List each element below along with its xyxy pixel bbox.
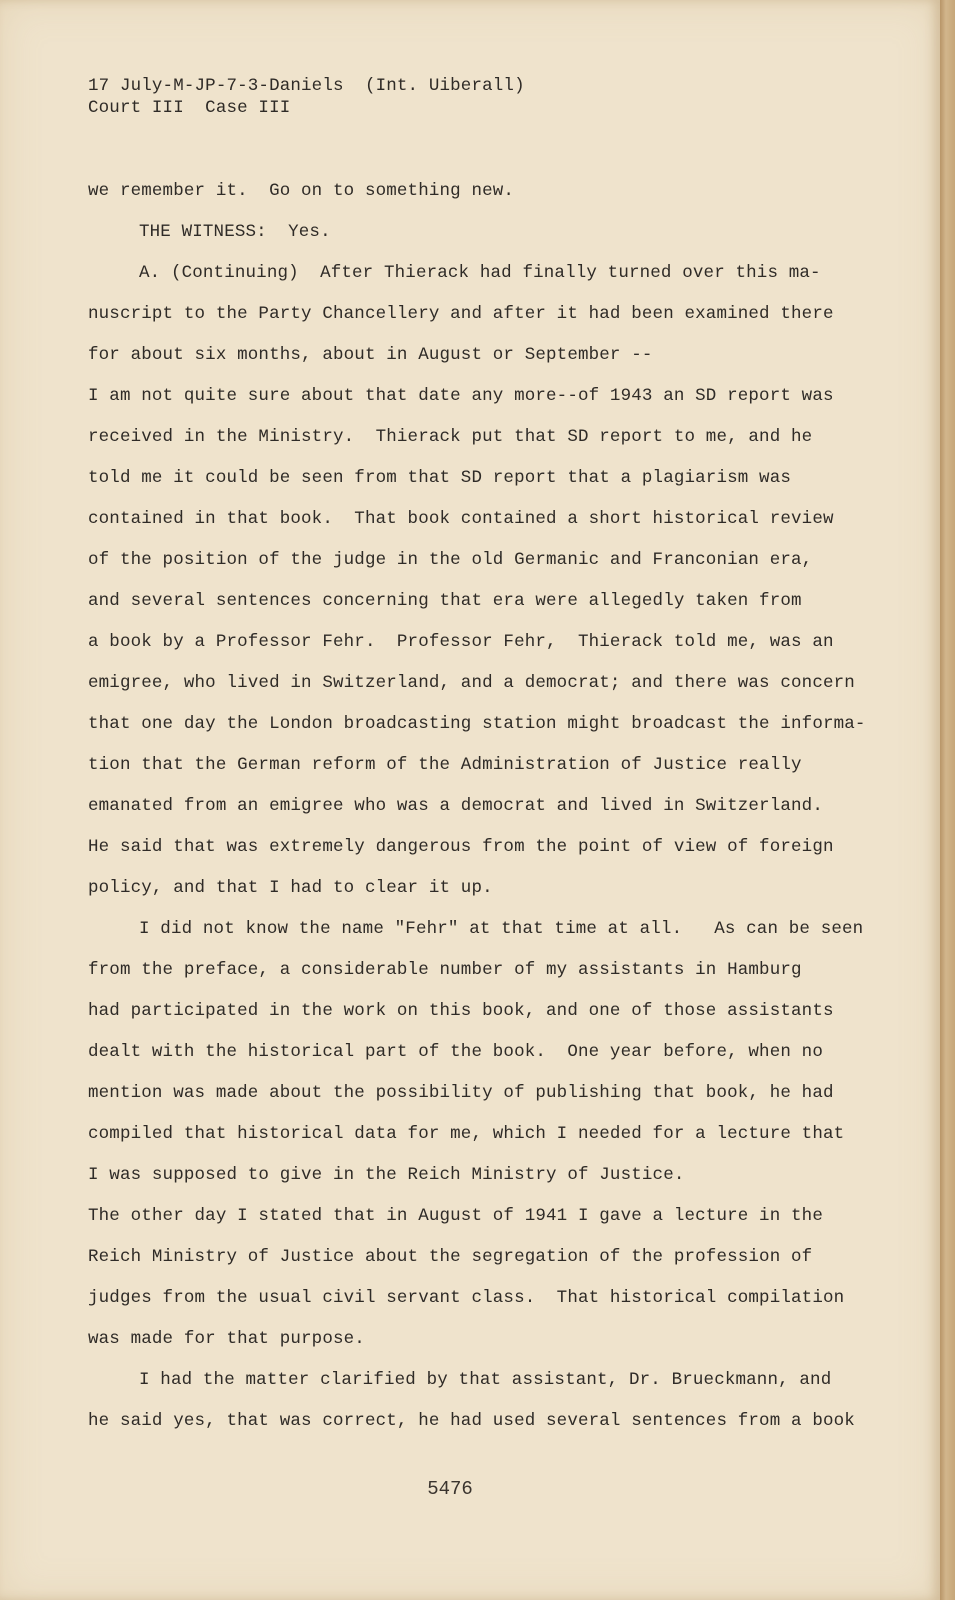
text-line: we remember it. Go on to something new. <box>88 181 515 201</box>
text-line: I did not know the name "Fehr" at that time at all. As can be seen <box>139 919 864 939</box>
text-line: policy, and that I had to clear it up. <box>88 878 493 898</box>
text-line: I had the matter clarified by that assistant, Dr. Brueckmann, and <box>139 1370 832 1390</box>
text-line: was made for that purpose. <box>88 1329 365 1349</box>
text-line: of the position of the judge in the old Germanic and Franconian era, <box>88 550 813 570</box>
text-line: had participated in the work on this book, and one of those assistants <box>88 1001 834 1021</box>
text-line: A. (Continuing) After Thierack had finally turned over this ma- <box>139 263 821 283</box>
text-line: and several sentences concerning that era were allegedly taken from <box>88 591 802 611</box>
text-line: he said yes, that was correct, he had used several sentences from a book <box>88 1411 855 1431</box>
text-line: nuscript to the Party Chancellery and after it had been examined there <box>88 304 834 324</box>
text-line: compiled that historical data for me, which I needed for a lecture that <box>88 1124 845 1144</box>
text-line: Reich Ministry of Justice about the segregation of the profession of <box>88 1247 813 1267</box>
text-line: judges from the usual civil servant class. That historical compilation <box>88 1288 845 1308</box>
text-line: mention was made about the possibility of publishing that book, he had <box>88 1083 834 1103</box>
text-line: for about six months, about in August or September -- <box>88 345 653 365</box>
page-number: 5476 <box>427 1478 473 1500</box>
text-line: I was supposed to give in the Reich Ministry of Justice. <box>88 1165 685 1185</box>
text-line: from the preface, a considerable number of my assistants in Hamburg <box>88 960 802 980</box>
header-line-2: Court III Case III <box>88 98 291 118</box>
text-line: I am not quite sure about that date any more--of 1943 an SD report was <box>88 386 834 406</box>
text-line: a book by a Professor Fehr. Professor Fehr, Thierack told me, was an <box>88 632 834 652</box>
text-line: dealt with the historical part of the book. One year before, when no <box>88 1042 823 1062</box>
text-line: emigree, who lived in Switzerland, and a democrat; and there was concern <box>88 673 855 693</box>
text-line: The other day I stated that in August of 1941 I gave a lecture in the <box>88 1206 823 1226</box>
text-line: contained in that book. That book contained a short historical review <box>88 509 834 529</box>
text-line: told me it could be seen from that SD report that a plagiarism was <box>88 468 792 488</box>
page-edge <box>940 0 955 1600</box>
text-line: that one day the London broadcasting station might broadcast the informa- <box>88 714 866 734</box>
text-line: emanated from an emigree who was a democrat and lived in Switzerland. <box>88 796 823 816</box>
text-line: tion that the German reform of the Administration of Justice really <box>88 755 802 775</box>
text-line: He said that was extremely dangerous from the point of view of foreign <box>88 837 834 857</box>
header-line-1: 17 July-M-JP-7-3-Daniels (Int. Uiberall) <box>88 76 525 96</box>
text-line: THE WITNESS: Yes. <box>139 222 331 242</box>
text-line: received in the Ministry. Thierack put that SD report to me, and he <box>88 427 813 447</box>
